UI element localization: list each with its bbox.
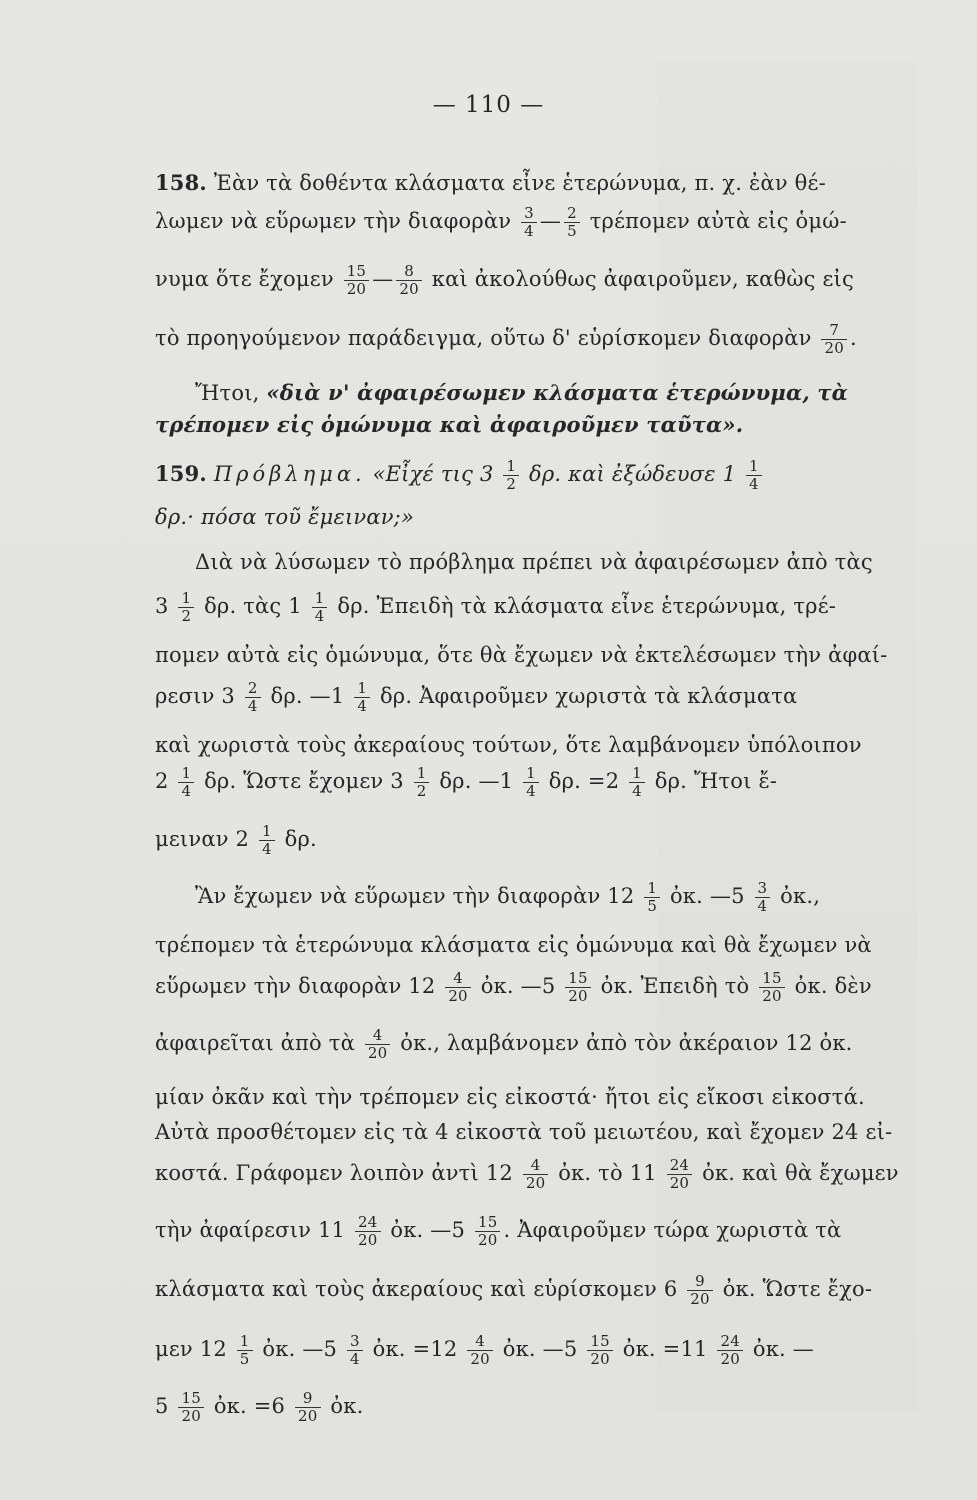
p159-line-13 [155,1027,930,1062]
text: δρ. —1 [439,769,514,793]
p159-line-5 [155,643,930,667]
denominator: 4 [632,782,642,800]
numerator: 1 [503,458,519,476]
text: ὀκ. —5 [502,1337,578,1361]
text: δρ. Ὥστε ἔχομεν 3 [204,769,404,793]
text: ὀκ. —5 [480,974,556,998]
numerator: 3 [347,1333,363,1351]
text: Ἤτοι, [195,381,260,405]
fraction [237,1333,253,1368]
denominator: 20 [568,987,588,1005]
p159-line-17: τὴν ἀφαίρεσιν 11 $\frac{24}{20}$ ὀκ. —5 $\frac{15}{20}$ . Ἀφαιροῦμεν τώρα χωριστὰ τὰ [155,1213,842,1249]
p159-line-20 [155,1390,930,1425]
p158-line-5 [155,380,930,405]
p159-line-3 [155,550,930,574]
text: Ἂν ἔχωμεν νὰ εὕρωμεν τὴν διαφορὰν 12 [195,884,635,908]
fraction [521,205,537,240]
text: δρ. [284,827,317,851]
fraction [178,590,194,625]
denominator: 4 [757,897,768,915]
numerator: 1 [354,680,370,698]
numerator: 15 [344,263,370,281]
text: ὀκ., λαμβάνομεν ἀπὸ τὸν ἀκέραιον 12 ὀκ. [400,1031,853,1055]
numerator: 15 [565,970,591,988]
text: νυμα ὅτε ἔχομεν [155,267,334,291]
numerator: 15 [587,1333,613,1351]
numerator: 1 [644,880,660,898]
numerator: 24 [717,1333,743,1351]
text: 5 [155,1394,169,1418]
text: ὀκ. —5 [669,884,745,908]
fraction [355,1214,381,1249]
text: κοστά. Γράφομεν λοιπὸν ἀντὶ 12 [155,1161,513,1185]
numerator: 15 [475,1214,501,1232]
numerator: 4 [523,1157,549,1175]
denominator: 20 [470,1350,490,1368]
rule-text: τρέπομεν εἰς ὁμώνυμα καὶ ἀφαιροῦμεν ταῦτα». [155,412,744,437]
fraction [396,263,422,298]
denominator: 20 [448,987,468,1005]
text: ὀκ. =6 [213,1394,286,1418]
denominator: 4 [262,840,272,858]
text: Διὰ νὰ λύσωμεν τὸ πρόβλημα πρέπει νὰ ἀφαιρέσωμεν ἀπὸ τὰς [195,550,873,574]
p159-line-19 [155,1333,930,1368]
numerator: 1 [237,1333,253,1351]
numerator: 9 [295,1390,321,1408]
denominator: 20 [399,280,419,298]
text: τὴν ἀφαίρεσιν 11 [155,1218,346,1242]
denominator: 2 [416,782,427,800]
text: πομεν αὐτὰ εἰς ὁμώνυμα, ὅτε θὰ ἔχωμεν νὰ ἐκτελέσωμεν τὴν ἀφαί- [155,643,888,667]
text: ὀκ. =11 [622,1337,708,1361]
p159-line-18 [155,1273,930,1308]
denominator: 20 [181,1407,201,1425]
fraction [523,1157,549,1192]
denominator: 5 [239,1350,250,1368]
text: μεν 12 [155,1337,227,1361]
denominator: 20 [346,280,367,298]
text: καὶ χωριστὰ τοὺς ἀκεραίους τούτων, ὅτε λαμβάνομεν ὑπόλοιπον [155,733,862,757]
numerator: 2 [245,680,261,698]
text: καὶ ἀκολούθως ἀφαιροῦμεν, καθὼς εἰς [431,267,854,291]
p159-line-7 [155,733,930,757]
numerator: 3 [755,880,771,898]
denominator: 20 [590,1350,610,1368]
text: Αὐτὰ προσθέτομεν εἰς τὰ 4 εἰκοστὰ τοῦ μειωτέου, καὶ ἔχομεν 24 εἰ- [155,1120,893,1144]
fraction [445,970,471,1005]
fraction [523,765,539,800]
numerator: 24 [355,1214,381,1232]
numerator: 4 [365,1027,391,1045]
text: 3 [155,594,169,618]
text: ὀκ. Ἐπειδὴ τὸ [600,974,750,998]
p159-line-4 [155,590,930,625]
p158-line-4: τὸ προηγούμενον παράδειγμα, οὕτω δ' εὑρίσκομεν διαφορὰν $\frac{7}{20}$ . [155,321,857,357]
denominator: 4 [181,782,192,800]
numerator: 1 [178,765,194,783]
p159-line-16 [155,1157,930,1192]
numerator: 1 [523,765,539,783]
p159-line-6 [155,680,930,715]
section-number-158: 158. [155,170,207,195]
denominator: 4 [357,697,368,715]
fraction [347,1333,363,1368]
numerator: 1 [259,823,275,841]
numerator: 4 [467,1333,493,1351]
denominator: 20 [720,1350,740,1368]
p159-line-9 [155,823,930,858]
fraction [414,765,430,800]
denominator: 4 [350,1350,360,1368]
denominator: 5 [567,222,577,240]
text: ὀκ. —5 [390,1218,466,1242]
fraction [344,263,370,298]
numerator: 1 [312,590,328,608]
numerator: 2 [564,205,580,223]
text: «Εἶχέ τις 3 [372,462,494,486]
text: Ἐὰν τὰ δοθέντα κλάσματα εἶνε ἑτερώνυμα, π. χ. ἐὰν θέ- [213,171,826,195]
p159-line-11 [155,933,930,957]
p158-line-2: λωμεν νὰ εὕρωμεν τὴν διαφορὰν $\frac{3}{4}$ — $\frac{2}{5}$ τρέπομεν αὐτὰ εἰς ὁμώ- [155,204,847,240]
fraction [755,880,771,915]
denominator: 4 [749,475,759,493]
text: ὀκ. —5 [262,1337,338,1361]
numerator: 9 [687,1273,713,1291]
p158-line-3: νυμα ὅτε ἔχομεν $\frac{15}{20}$ — $\frac{8}{20}$ καὶ ἀκολούθως ἀφαιροῦμεν, καθὼς εἰς [155,262,854,298]
text: δρ. Ἤτοι ἔ- [654,769,778,793]
denominator: 5 [647,897,658,915]
fraction [565,970,591,1005]
denominator: 20 [367,1044,388,1062]
numerator: 1 [746,458,762,476]
denominator: 4 [314,607,325,625]
denominator: 4 [247,697,258,715]
fraction [759,970,785,1005]
text: ὀκ. =12 [372,1337,458,1361]
rule-text: «διὰ ν' ἀφαιρέσωμεν κλάσματα ἑτερώνυμα, τὰ [266,380,849,405]
fraction [821,322,847,357]
problem-title: Πρόβλημα. [213,462,366,486]
fraction [503,458,519,493]
denominator: 20 [477,1231,498,1249]
denominator: 20 [358,1231,378,1249]
fraction [178,765,194,800]
fraction [467,1333,493,1368]
text: 2 [155,769,169,793]
numerator: 1 [414,765,430,783]
text: ὀκ. Ὥστε ἔχο- [722,1277,873,1301]
fraction [687,1273,713,1308]
fraction [245,680,261,715]
fraction [354,680,370,715]
numerator: 4 [445,970,471,988]
denominator: 20 [762,987,782,1005]
fraction [178,1390,204,1425]
fraction [564,205,580,240]
numerator: 1 [629,765,645,783]
text: τρέπομεν αὐτὰ εἰς ὁμώ- [589,209,847,233]
numerator: 7 [821,322,847,340]
numerator: 1 [178,590,194,608]
denominator: 2 [506,475,517,493]
text: δρ. Ἀφαιροῦμεν χωριστὰ τὰ κλάσματα [379,684,798,708]
p158-line-6 [155,412,930,437]
numerator: 15 [178,1390,204,1408]
fraction [587,1333,613,1368]
text: ἀφαιρεῖται ἀπὸ τὰ [155,1031,355,1055]
text: μίαν ὀκᾶν καὶ τὴν τρέπομεν εἰς εἰκοστά· ἤτοι εἰς εἴκοσι εἰκοστά. [155,1085,865,1109]
text: λωμεν νὰ εὕρωμεν τὴν διαφορὰν [155,209,512,233]
denominator: 20 [298,1407,318,1425]
text: μειναν 2 [155,827,250,851]
page-number: — 110 — [432,92,545,118]
p159-line-14 [155,1085,930,1109]
text: ὀκ. [330,1394,364,1418]
numerator: 8 [396,263,422,281]
denominator: 20 [525,1174,546,1192]
fraction [717,1333,743,1368]
section-number-159: 159. [155,461,207,486]
text: ὀκ. δὲν [794,974,872,998]
text: δρ. Ἐπειδὴ τὰ κλάσματα εἶνε ἑτερώνυμα, τρέ- [337,594,837,618]
text: τὸ προηγούμενον παράδειγμα, οὕτω δ' εὑρίσκομεν διαφορὰν [155,326,812,350]
text: ὀκ. — [752,1337,814,1361]
denominator: 20 [824,339,844,357]
p158-line-1 [155,170,930,195]
p159-line-1 [155,458,930,493]
fraction [667,1157,693,1192]
text: δρ. τὰς 1 [204,594,302,618]
fraction [629,765,645,800]
fraction [295,1390,321,1425]
denominator: 2 [181,607,192,625]
text: Ἀφαιροῦμεν τώρα χωριστὰ τὰ [517,1218,842,1242]
fraction [365,1027,391,1062]
text: δρ.· πόσα τοῦ ἔμειναν;» [155,505,415,529]
fraction [746,458,762,493]
denominator: 4 [524,222,534,240]
text: ὀκ. τὸ 11 [558,1161,657,1185]
text: δρ. —1 [270,684,345,708]
p159-line-15 [155,1120,930,1144]
fraction [312,590,328,625]
text: δρ. =2 [548,769,620,793]
denominator: 20 [669,1174,690,1192]
text: κλάσματα καὶ τοὺς ἀκεραίους καὶ εὑρίσκομεν 6 [155,1277,678,1301]
denominator: 4 [526,782,536,800]
text: τρέπομεν τὰ ἑτερώνυμα κλάσματα εἰς ὁμώνυμα καὶ θὰ ἔχωμεν νὰ [155,933,872,957]
text: εὕρωμεν τὴν διαφορὰν 12 [155,974,436,998]
numerator: 3 [521,205,537,223]
fraction [259,823,275,858]
fraction [644,880,660,915]
p159-line-8 [155,765,930,800]
denominator: 20 [690,1290,710,1308]
p159-line-12 [155,970,930,1005]
text: ὀκ. καὶ θὰ ἔχωμεν [702,1161,899,1185]
numerator: 15 [759,970,785,988]
p159-line-10 [155,880,930,915]
text: ρεσιν 3 [155,684,235,708]
text: ὀκ., [780,884,821,908]
numerator: 24 [667,1157,693,1175]
p159-line-2 [155,505,930,529]
fraction [475,1214,501,1249]
text: δρ. καὶ ἐξώδευσε 1 [529,462,737,486]
